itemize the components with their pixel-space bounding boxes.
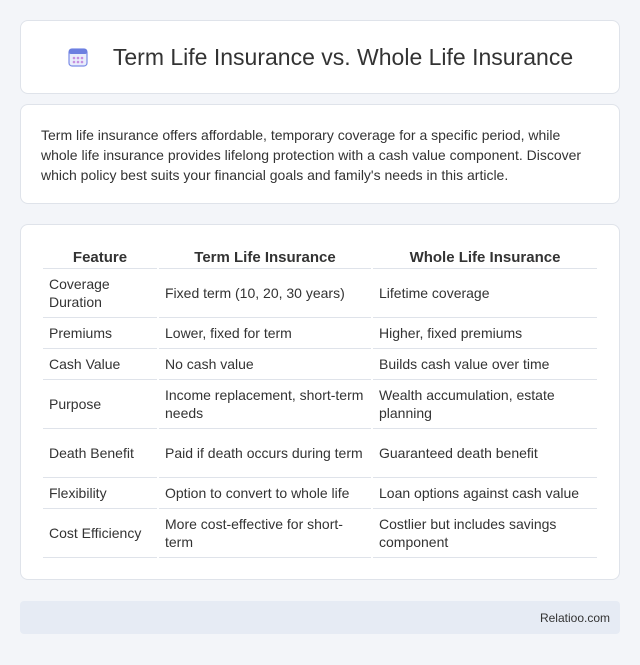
table-row	[43, 478, 597, 509]
table-row	[43, 429, 597, 478]
table-cell: Cash Value	[43, 349, 157, 380]
calendar-icon	[67, 46, 89, 68]
footer-bar	[20, 601, 620, 634]
table-row	[43, 380, 597, 429]
footer-brand: Relatioo.com	[539, 610, 610, 625]
page-title: Term Life Insurance vs. Whole Life Insurance	[112, 43, 574, 70]
table-cell: Higher, fixed premiums	[373, 318, 597, 349]
table-cell: Loan options against cash value	[373, 478, 597, 509]
intro-text: Term life insurance offers affordable, temporary coverage for a specific period, while whole life insurance provides lifelong protection with a cash value component. Discover which policy best suits your financial goals and family's needs in this article.	[41, 127, 582, 183]
column-header-term: Term Life Insurance	[159, 245, 371, 269]
comparison-table	[41, 245, 599, 558]
table-row	[43, 318, 597, 349]
table-cell: Wealth accumulation, estate planning	[373, 380, 597, 429]
table-cell: Coverage Duration	[43, 269, 157, 318]
table-cell: Premiums	[43, 318, 157, 349]
table-cell: Costlier but includes savings component	[373, 509, 597, 558]
comparison-card	[20, 224, 620, 580]
table-header-row	[43, 245, 597, 269]
table-cell: Option to convert to whole life	[159, 478, 371, 509]
table-cell: Purpose	[43, 380, 157, 429]
table-row	[43, 509, 597, 558]
table-cell: Flexibility	[43, 478, 157, 509]
table-cell: More cost-effective for short-term	[159, 509, 371, 558]
table-cell: Guaranteed death benefit	[373, 429, 597, 478]
table-cell: Death Benefit	[43, 429, 157, 478]
table-cell: Builds cash value over time	[373, 349, 597, 380]
table-row	[43, 269, 597, 318]
table-cell: Lifetime coverage	[373, 269, 597, 318]
intro-card	[20, 104, 620, 204]
column-header-whole: Whole Life Insurance	[373, 245, 597, 269]
table-cell: Income replacement, short-term needs	[159, 380, 371, 429]
table-cell: Fixed term (10, 20, 30 years)	[159, 269, 371, 318]
title-card	[20, 20, 620, 94]
table-row	[43, 349, 597, 380]
table-cell: Cost Efficiency	[43, 509, 157, 558]
table-cell: Lower, fixed for term	[159, 318, 371, 349]
table-cell: Paid if death occurs during term	[159, 429, 371, 478]
column-header-feature: Feature	[43, 245, 157, 269]
table-cell: No cash value	[159, 349, 371, 380]
